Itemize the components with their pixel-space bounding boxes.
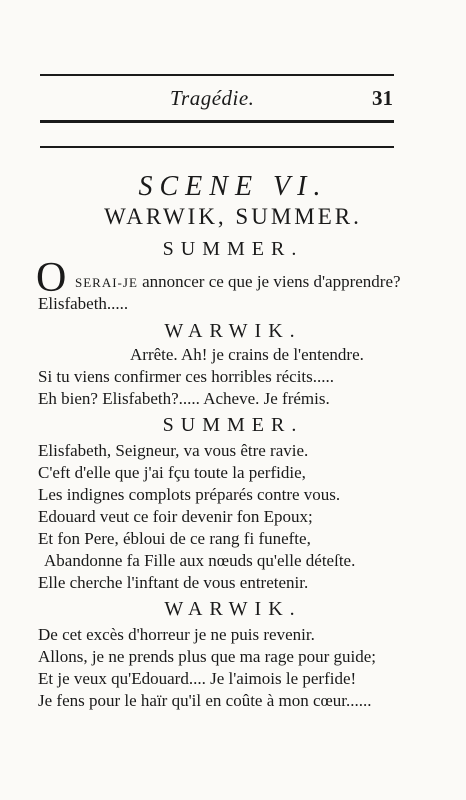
verse-line: Elisfabeth..... <box>38 294 129 313</box>
verse-line-rest: annoncer ce que je viens d'apprendre? <box>137 272 401 291</box>
verse-line: Si tu viens confirmer ces horribles récits..... <box>38 367 335 386</box>
verse-line: Abandonne fa Fille aux nœuds qu'elle déteſte. <box>44 551 356 570</box>
running-title: Tragédie. <box>170 86 255 110</box>
verse-line: Eh bien? Elisfabeth?..... Acheve. Je frémis. <box>38 389 330 408</box>
verse-line: Et fon Pere, ébloui de ce rang fi funefte, <box>38 529 311 548</box>
verse-line: Elle cherche l'inftant de vous entretenir. <box>38 573 309 592</box>
verse-line: Edouard veut ce foir devenir fon Epoux; <box>38 507 313 526</box>
verse-line: De cet excès d'horreur je ne puis revenir. <box>38 625 315 644</box>
page-number: 31 <box>372 86 393 110</box>
verse-line: Les indignes complots préparés contre vous. <box>38 485 341 504</box>
scene-characters: WARWIK, SUMMER. <box>104 204 362 229</box>
verse-line: C'eft d'elle que j'ai fçu toute la perfidie, <box>38 463 306 482</box>
drop-cap: O <box>36 255 67 301</box>
verse-line: Allons, je ne prends plus que ma rage pour guide; <box>38 647 377 666</box>
scene-title: SCENE VI. <box>138 171 328 202</box>
verse-line: Elisfabeth, Seigneur, va vous être ravie. <box>38 441 309 460</box>
verse-line: Arrête. Ah! je crains de l'entendre. <box>130 345 364 364</box>
verse-line: Je fens pour le haïr qu'il en coûte à mon cœur...... <box>38 691 372 710</box>
small-caps-opening: SERAI-JE <box>75 275 138 290</box>
speaker-name: SUMMER. <box>162 414 304 436</box>
verse-line <box>75 272 401 292</box>
top-rule <box>40 74 394 76</box>
speaker-name: WARWIK. <box>164 320 302 342</box>
verse-line: Et je veux qu'Edouard.... Je l'aimois le perfide! <box>38 669 357 688</box>
header-rule-thick <box>40 120 394 123</box>
header-rule-thin <box>40 146 394 148</box>
speaker-name: WARWIK. <box>164 598 302 620</box>
speaker-name: SUMMER. <box>162 238 304 260</box>
